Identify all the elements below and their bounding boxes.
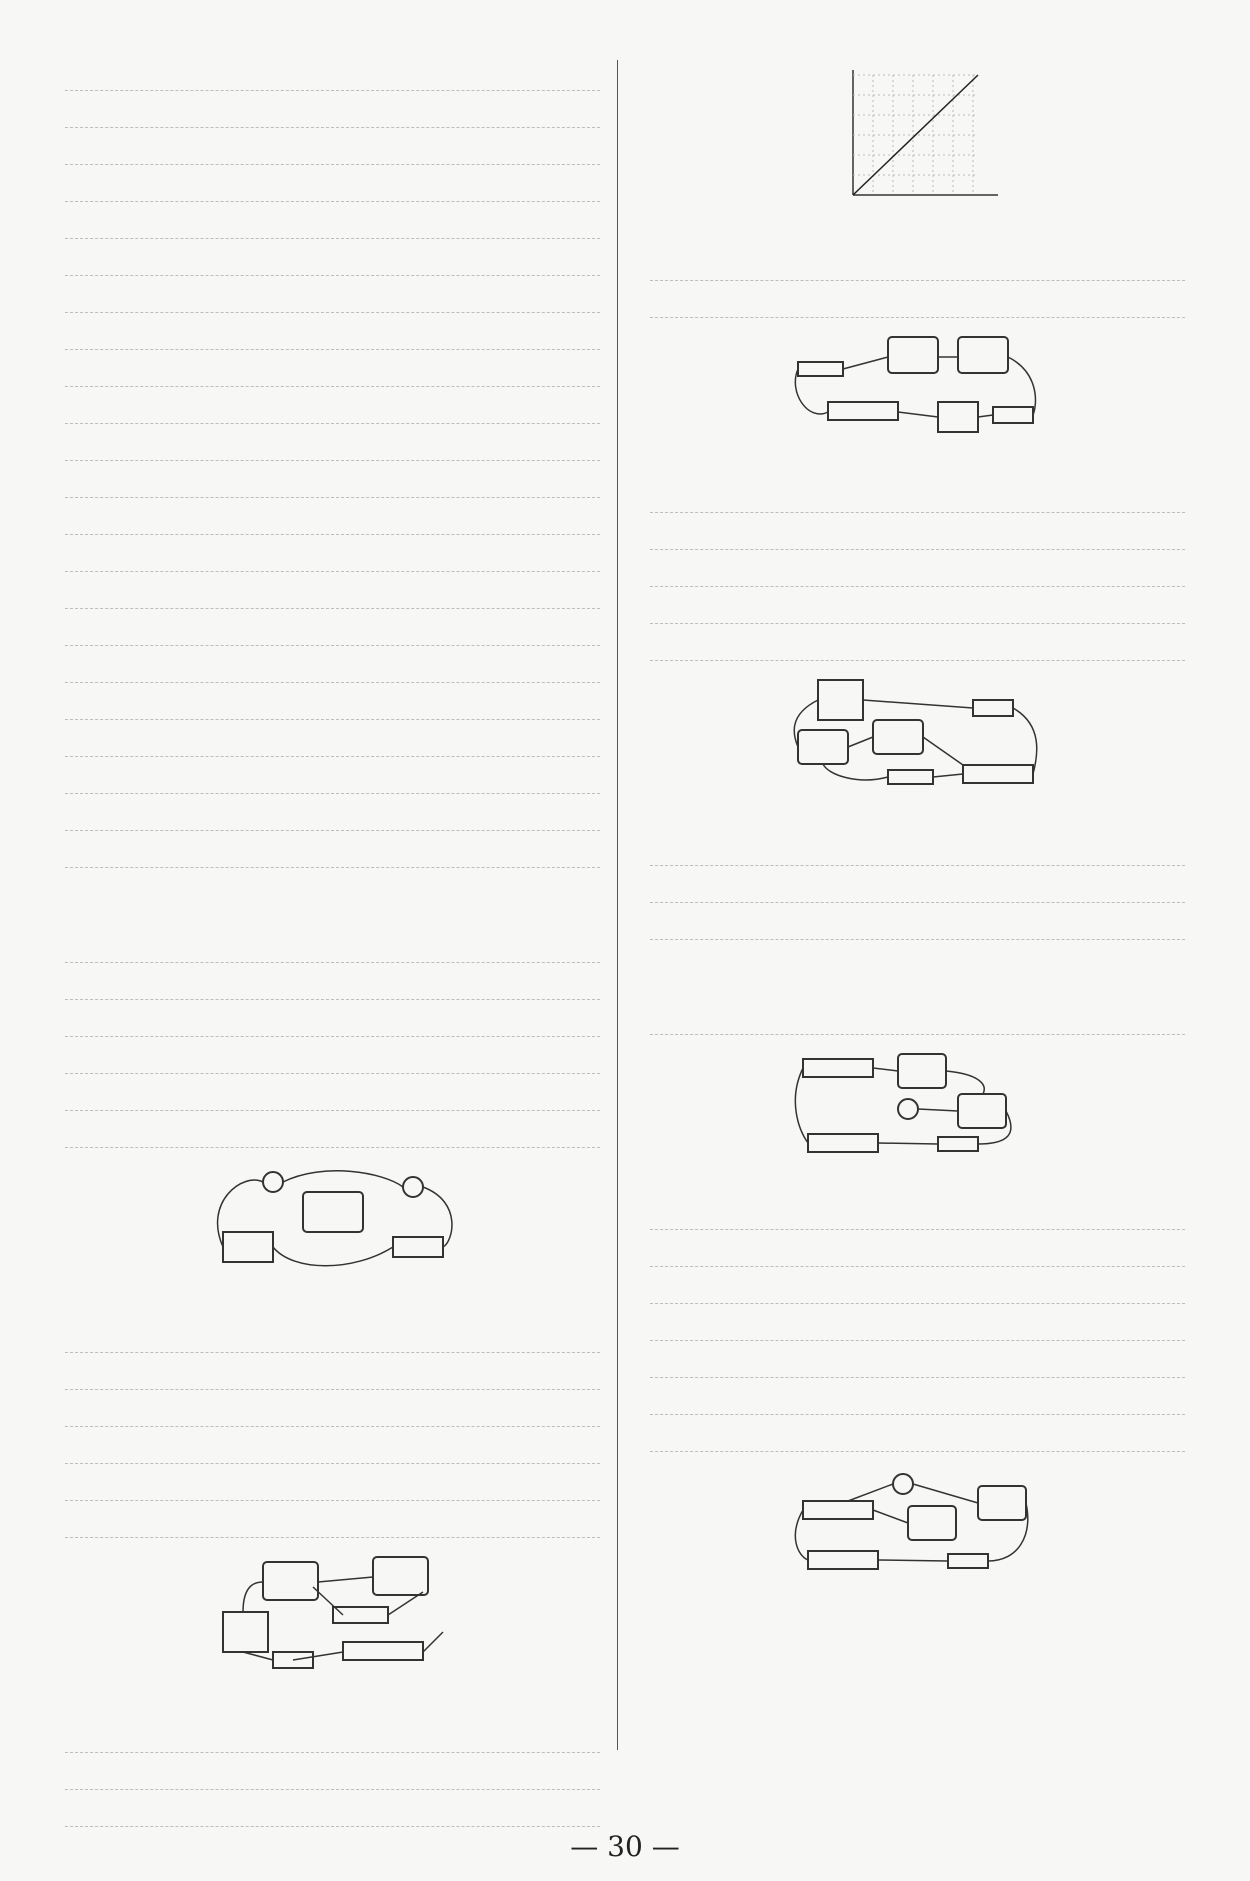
text-line (65, 1507, 600, 1538)
ammeter-icon (888, 337, 938, 373)
text-line (650, 630, 1185, 661)
rheostat-icon (803, 1059, 873, 1077)
bulb-icon (263, 1172, 283, 1192)
text-line (65, 1722, 600, 1753)
circuit-diagram (203, 1552, 463, 1682)
text-line (65, 763, 600, 794)
text-line (65, 932, 600, 963)
text-line (65, 615, 600, 646)
figure-2b-circuit (788, 1466, 1048, 1602)
text-line (65, 1006, 600, 1037)
text-line (650, 287, 1185, 318)
power-supply-icon (938, 402, 978, 432)
left-after-fig1-lines (65, 1322, 600, 1538)
voltmeter-icon (798, 730, 848, 764)
text-line (65, 1470, 600, 1501)
text-line (65, 800, 600, 831)
rheostat-icon (963, 765, 1033, 783)
voltmeter-icon (303, 1192, 363, 1232)
text-line (650, 482, 1185, 513)
figure-1b-circuit (788, 1049, 1048, 1185)
switch-icon (993, 407, 1033, 423)
battery-icon (818, 680, 863, 720)
left-column (65, 60, 600, 1827)
battery-icon (223, 1232, 273, 1262)
text-line (65, 1759, 600, 1790)
text-line (650, 1004, 1185, 1035)
text-line (65, 504, 600, 535)
text-line (65, 208, 600, 239)
text-line (65, 969, 600, 1000)
text-line (650, 835, 1185, 866)
ammeter-icon (908, 1506, 956, 1540)
text-line (650, 909, 1185, 940)
battery-icon (808, 1551, 878, 1569)
text-line (650, 1199, 1185, 1230)
figure-3-graph (828, 60, 1008, 236)
figure-4-circuit (788, 332, 1048, 468)
text-line (65, 1322, 600, 1353)
text-line (65, 60, 600, 91)
switch-icon (973, 700, 1013, 716)
resistor-icon (333, 1607, 388, 1623)
text-line (65, 1359, 600, 1390)
text-line (65, 1433, 600, 1464)
text-line (65, 356, 600, 387)
text-line (650, 1236, 1185, 1267)
text-line (65, 652, 600, 683)
circuit-diagram (788, 1049, 1048, 1159)
resistor-icon (888, 770, 933, 784)
text-line (65, 541, 600, 572)
right-after-fig1b-lines (650, 1199, 1185, 1452)
section-heading (650, 954, 1185, 990)
bulb-icon (898, 1099, 918, 1119)
text-line (65, 1796, 600, 1827)
text-line (650, 556, 1185, 587)
resistor-icon (798, 362, 843, 376)
right-after-fig5-lines (650, 835, 1185, 940)
left-mid-lines (65, 932, 600, 1148)
current-voltage-graph (828, 60, 1008, 210)
voltmeter-icon (978, 1486, 1026, 1520)
battery-icon (223, 1612, 268, 1652)
text-line (65, 245, 600, 276)
text-line (65, 171, 600, 202)
switch-icon (393, 1237, 443, 1257)
page-number: — 30 — (570, 1830, 680, 1863)
text-line (650, 593, 1185, 624)
figure-1-circuit (203, 1162, 463, 1308)
series-circuit-diagram (203, 1162, 463, 1282)
circuit-diagram (788, 332, 1048, 442)
voltmeter-icon (373, 1557, 428, 1595)
text-line (65, 319, 600, 350)
battery-icon (808, 1134, 878, 1152)
ammeter-icon (873, 720, 923, 754)
figure-5-circuit (788, 675, 1048, 821)
right-after-fig4-lines (650, 482, 1185, 661)
text-line (65, 1043, 600, 1074)
text-line (65, 467, 600, 498)
rheostat-icon (343, 1642, 423, 1660)
text-line (65, 1117, 600, 1148)
text-line (650, 1384, 1185, 1415)
circuit-diagram (788, 1466, 1048, 1576)
text-line (65, 282, 600, 313)
text-line (650, 872, 1185, 903)
text-line (65, 578, 600, 609)
text-line (65, 430, 600, 461)
switch-icon (948, 1554, 988, 1568)
voltmeter-icon (958, 337, 1008, 373)
text-line (650, 1273, 1185, 1304)
left-bottom-lines (65, 1722, 600, 1827)
left-top-lines (65, 60, 600, 868)
column-divider (617, 60, 618, 1750)
text-line (65, 393, 600, 424)
bulb-icon (403, 1177, 423, 1197)
text-line (65, 689, 600, 720)
figure-2-circuit (203, 1552, 463, 1708)
text-line (65, 726, 600, 757)
rheostat-icon (828, 402, 898, 420)
section-heading (65, 882, 600, 918)
rheostat-icon (803, 1501, 873, 1519)
text-line (65, 837, 600, 868)
switch-icon (938, 1137, 978, 1151)
text-line (65, 97, 600, 128)
circuit-diagram (788, 675, 1048, 795)
text-line (65, 1080, 600, 1111)
text-line (65, 134, 600, 165)
text-line (65, 1396, 600, 1427)
text-line (650, 250, 1185, 281)
text-line (650, 1310, 1185, 1341)
right-column (650, 60, 1185, 1602)
text-line (650, 519, 1185, 550)
bulb-icon (893, 1474, 913, 1494)
text-line (650, 1421, 1185, 1452)
ammeter-icon (898, 1054, 946, 1088)
text-line (650, 1347, 1185, 1378)
voltmeter-icon (958, 1094, 1006, 1128)
right-after-fig3-lines (650, 250, 1185, 318)
ammeter-icon (263, 1562, 318, 1600)
